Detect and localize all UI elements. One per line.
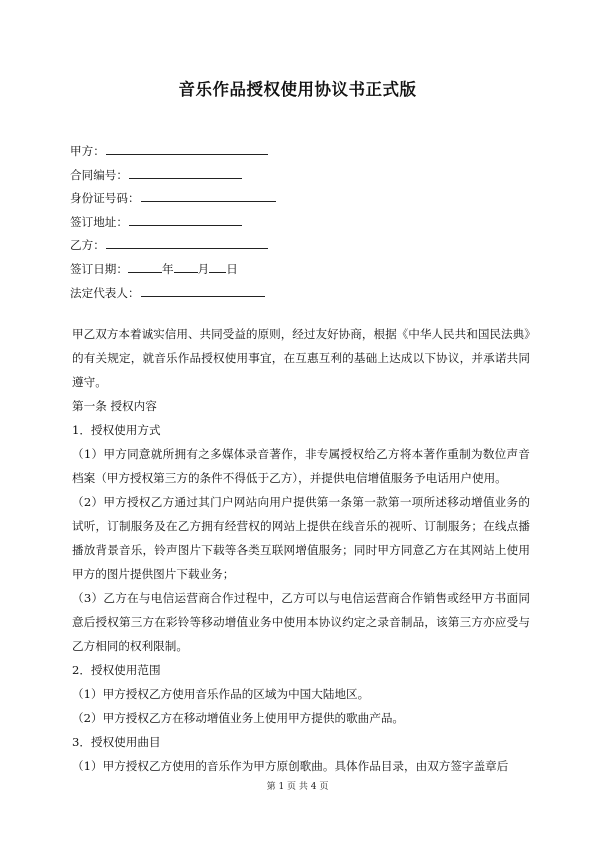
- field-contract-no: [70, 165, 276, 189]
- party-info-fields: [70, 141, 276, 306]
- paragraph-clause: （2）甲方授权乙方在移动增值业务上使用甲方提供的歌曲产品。: [72, 711, 405, 725]
- sign-date-day-text: 日: [226, 261, 238, 276]
- paragraph-clause: （2）甲方授权乙方通过其门户网站向用户提供第一条第一款第一项所述移动增值业务的试听，订制服务及在乙方拥有经营权的网站上提供在线音乐的视听、订制服务；在线点播播放背景音乐，铃声图片下载等各类互联网增值服务；同时甲方同意乙方在其网站上使用甲方的图片提供图片下载业务；: [72, 495, 530, 581]
- party-b-label: 乙方：: [70, 238, 105, 253]
- field-sign-address: [70, 212, 276, 236]
- id-no-label: 身份证号码：: [70, 191, 140, 206]
- field-party-a: [70, 141, 276, 165]
- party-a-blank: [106, 141, 268, 155]
- sign-date-label: 签订日期：: [70, 261, 128, 276]
- sign-date-month-text: 月: [197, 261, 210, 276]
- section-heading: 2．授权使用范围: [72, 663, 161, 677]
- contract-no-label: 合同编号：: [70, 167, 128, 182]
- paragraph-clause: （1）甲方授权乙方使用音乐作品的区域为中国大陆地区。: [72, 687, 370, 701]
- paragraph-clause: （1）甲方授权乙方使用的音乐作为甲方原创歌曲。具体作品目录，由双方签字盖章后: [72, 759, 509, 773]
- field-id-no: [70, 188, 276, 212]
- legal-rep-blank: [141, 283, 265, 297]
- sign-date-month-blank: [174, 259, 198, 273]
- field-party-b: [70, 235, 276, 259]
- legal-rep-label: 法定代表人：: [70, 285, 140, 300]
- paragraph-clause: （3）乙方在与电信运营商合作过程中，乙方可以与电信运营商合作销售或经甲方书面同意后授权第三方在彩铃等移动增值业务中使用本协议约定之录音制品，该第三方亦应受与乙方相同的权利限制。: [72, 591, 530, 653]
- field-legal-rep: [70, 283, 276, 307]
- page-number-footer: 第 1 页 共 4 页: [266, 782, 329, 792]
- party-a-label: 甲方：: [70, 144, 105, 158]
- sign-address-label: 签订地址：: [70, 214, 128, 229]
- section-heading: 3．授权使用曲目: [72, 735, 161, 749]
- sign-address-blank: [129, 212, 242, 226]
- paragraph-clause: （1）甲方同意就所拥有之多媒体录音著作，非专属授权给乙方将本著作重制为数位声音档案（甲方授权第三方的条件不得低于乙方），并提供电信增值服务予电话用户使用。: [72, 447, 530, 485]
- paragraph-preamble: 甲乙双方本着诚实信用、共同受益的原则，经过友好协商，根据《中华人民共和国民法典》的有关规定，就音乐作品授权使用事宜，在互惠互利的基础上达成以下协议，并承诺共同遵守。: [72, 327, 530, 389]
- field-sign-date: [70, 259, 276, 283]
- contract-no-blank: [129, 165, 242, 179]
- sign-date-year-blank: [128, 259, 162, 273]
- section-heading: 1．授权使用方式: [72, 423, 161, 437]
- agreement-body: [72, 322, 530, 778]
- id-no-blank: [141, 188, 276, 202]
- document-title: 音乐作品授权使用协议书正式版: [178, 80, 417, 99]
- sign-date-year-text: 年: [161, 261, 174, 276]
- sign-date-day-blank: [209, 259, 226, 273]
- party-b-blank: [106, 235, 268, 249]
- article-heading: 第一条 授权内容: [72, 399, 157, 413]
